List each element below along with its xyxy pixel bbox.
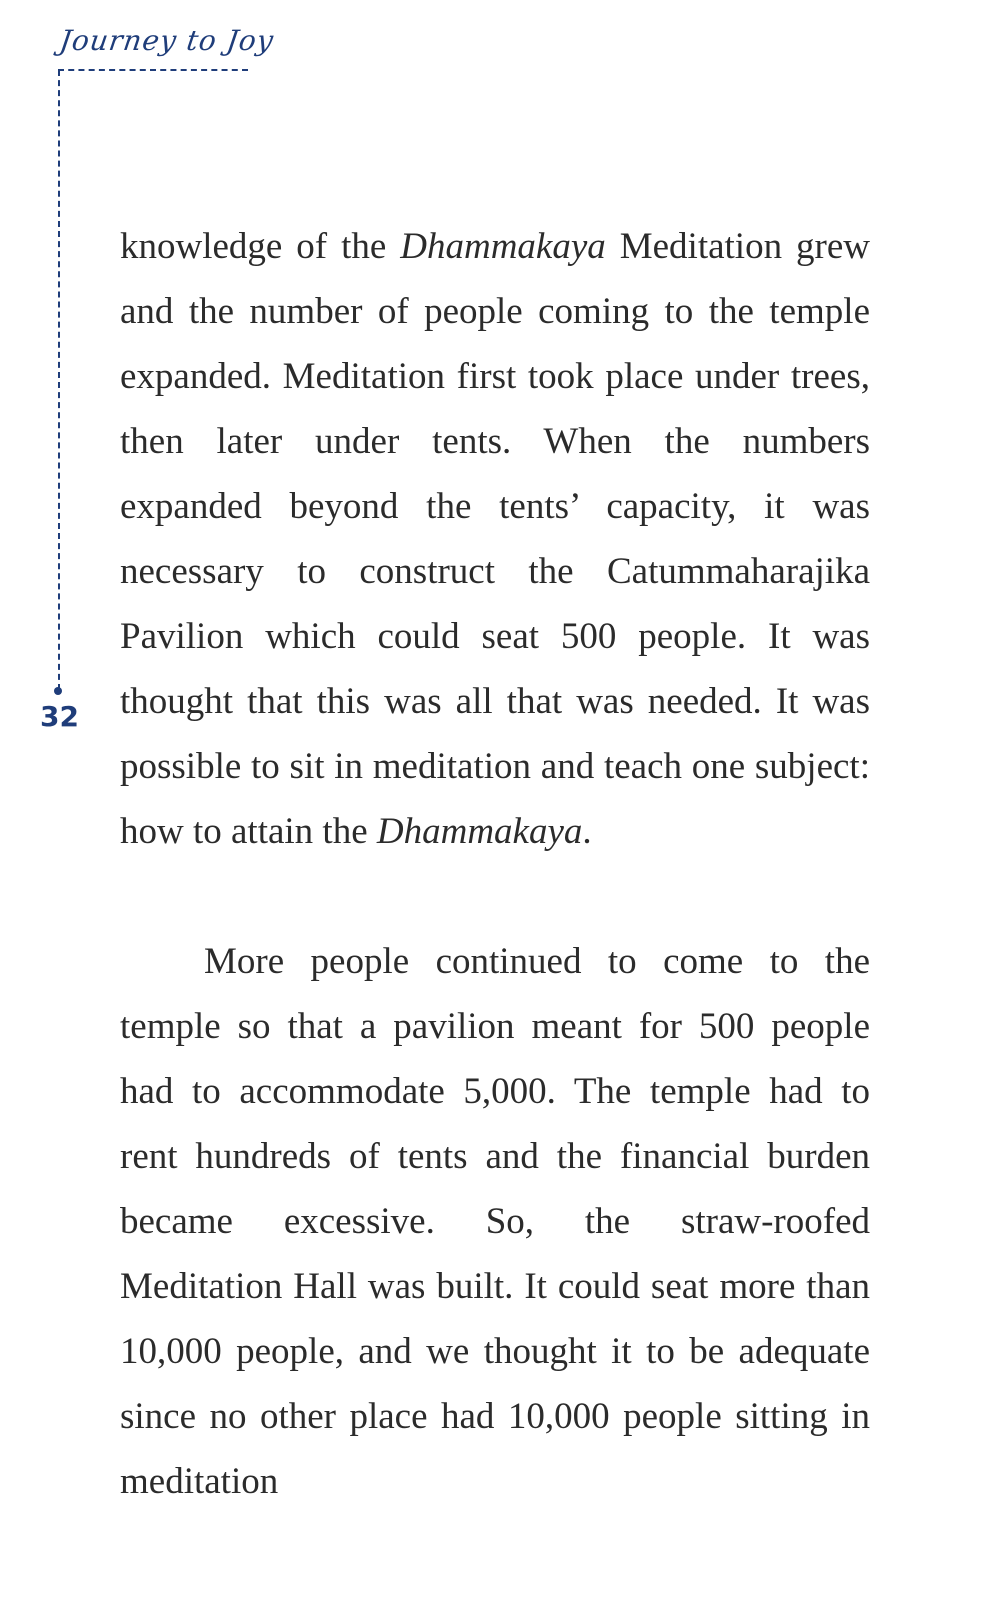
paragraph-1-italic-term: Dhammakaya: [400, 226, 606, 267]
paragraph-1-segment: knowledge of the: [120, 226, 401, 267]
paragraph-2: [120, 929, 870, 1514]
page-number: 32: [40, 700, 79, 733]
body-text: [120, 214, 870, 1514]
margin-dashed-rule: [58, 70, 60, 690]
paragraph-1-segment: Meditation grew and the number of people coming to the temple expanded. Meditation first took place under trees, then later under tents. When the numbers expanded beyond the tents’ capacity, it was necessary to construct the Catummaharajika Pavilion which could seat 500 people. It was thought that this was all that was needed. It was possible to sit in meditation and teach one subject: how to attain the: [120, 226, 871, 852]
paragraph-1-segment: .: [582, 811, 592, 852]
margin-rule-dot: [54, 687, 62, 695]
paragraph-1: [120, 214, 870, 864]
running-title: Journey to Joy: [57, 24, 277, 57]
paragraph-2-segment: More people continued to come to the temple so that a pavilion meant for 500 people had to accommodate 5,000. The temple had to rent hundreds of tents and the financial burden became excessive. So, the straw-roofed Meditation Hall was built. It could seat more than 10,000 people, and we thought it to be adequate since no other place had 10,000 people sitting in meditation: [120, 941, 870, 1502]
header-dashed-rule: [58, 69, 248, 71]
paragraph-1-italic-term: Dhammakaya: [376, 811, 583, 852]
